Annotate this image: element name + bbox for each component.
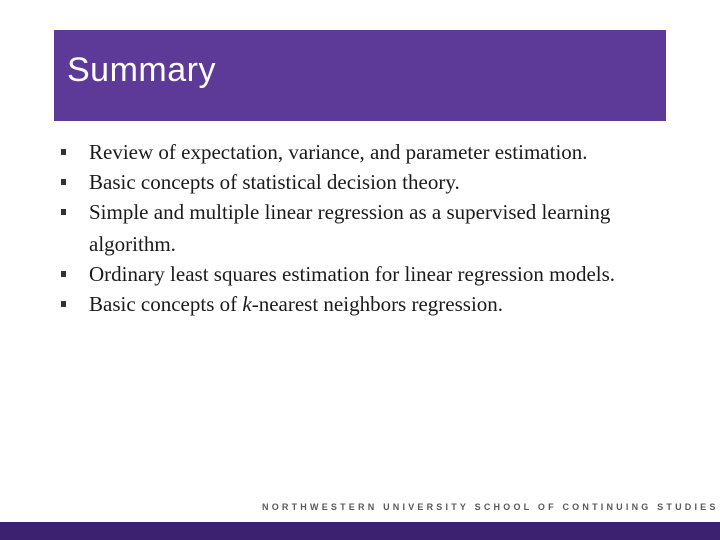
footer-bar xyxy=(0,522,720,540)
bullet-item xyxy=(56,136,676,168)
bullet-item xyxy=(56,196,676,260)
bullet-text-suffix: -nearest neighbors regression. xyxy=(251,292,504,316)
footer-institution-name: NORTHWESTERN UNIVERSITY SCHOOL OF CONTINUING STUDIES xyxy=(262,502,719,512)
square-bullet-icon xyxy=(61,301,66,307)
square-bullet-icon xyxy=(61,271,66,277)
bullet-list xyxy=(56,136,676,320)
title-bar xyxy=(54,30,666,121)
square-bullet-icon xyxy=(61,149,66,155)
bullet-text-prefix: Basic concepts of xyxy=(89,292,243,316)
bullet-item xyxy=(56,258,676,290)
bullet-text: Simple and multiple linear regression as a supervised learning algorithm. xyxy=(89,200,611,256)
bullet-text: Review of expectation, variance, and parameter estimation. xyxy=(89,140,588,164)
square-bullet-icon xyxy=(61,179,66,185)
bullet-item xyxy=(56,288,676,320)
square-bullet-icon xyxy=(61,209,66,215)
slide-title: Summary xyxy=(67,51,216,89)
bullet-item xyxy=(56,166,676,198)
bullet-text-knn xyxy=(89,288,676,320)
bullet-text-italic-k: k xyxy=(242,292,252,316)
bullet-text: Basic concepts of statistical decision theory. xyxy=(89,170,460,194)
bullet-text: Ordinary least squares estimation for linear regression models. xyxy=(89,262,616,286)
